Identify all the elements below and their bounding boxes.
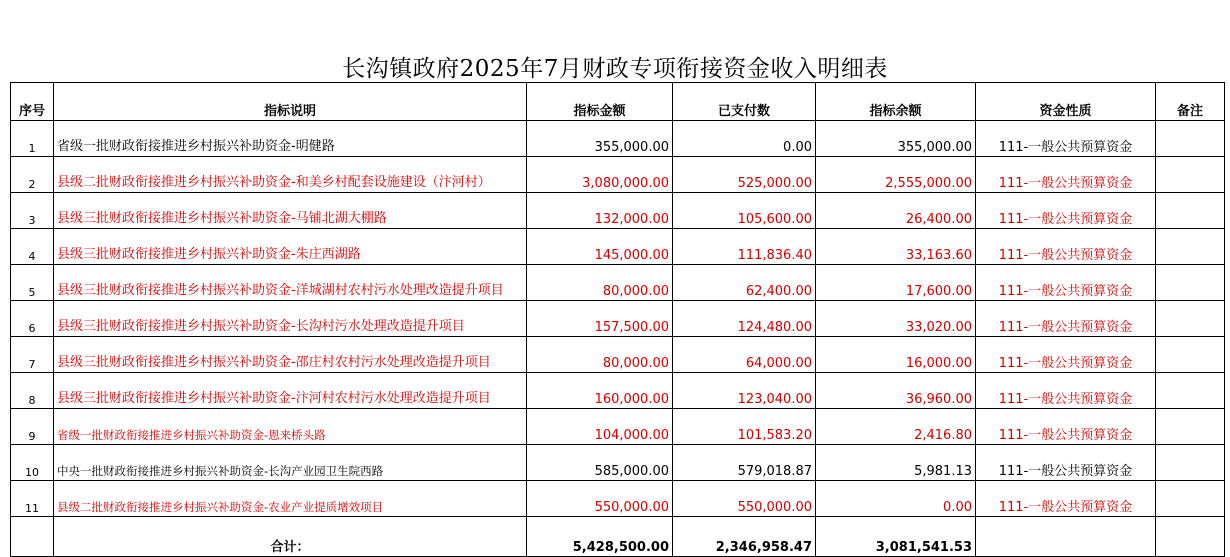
table-row — [11, 409, 1225, 445]
cell-balance: 2,555,000.00 — [816, 157, 976, 193]
header-balance: 指标余额 — [816, 83, 976, 121]
cell-paid: 124,480.00 — [673, 301, 816, 337]
cell-desc: 县级二批财政衔接推进乡村振兴补助资金-和美乡村配套设施建设（汴河村） — [54, 157, 527, 193]
cell-balance: 36,960.00 — [816, 373, 976, 409]
cell-seq: 6 — [11, 301, 54, 337]
total-row — [11, 517, 1225, 557]
cell-remark — [1156, 373, 1225, 409]
cell-nature: 111-一般公共预算资金 — [976, 337, 1156, 373]
cell-desc: 省级一批财政衔接推进乡村振兴补助资金-恩来桥头路 — [54, 409, 527, 445]
cell-remark — [1156, 121, 1225, 157]
cell-remark — [1156, 265, 1225, 301]
cell-paid: 101,583.20 — [673, 409, 816, 445]
cell-amount: 80,000.00 — [527, 265, 673, 301]
cell-desc: 县级二批财政衔接推进乡村振兴补助资金-农业产业提质增效项目 — [54, 481, 527, 517]
cell-nature: 111-一般公共预算资金 — [976, 301, 1156, 337]
cell-balance: 2,416.80 — [816, 409, 976, 445]
cell-desc: 县级三批财政衔接推进乡村振兴补助资金-汴河村农村污水处理改造提升项目 — [54, 373, 527, 409]
cell-remark — [1156, 481, 1225, 517]
cell-balance: 5,981.13 — [816, 445, 976, 481]
cell-balance: 0.00 — [816, 481, 976, 517]
total-amount: 5,428,500.00 — [527, 517, 673, 557]
cell-remark — [1156, 193, 1225, 229]
cell-paid: 62,400.00 — [673, 265, 816, 301]
cell-balance: 33,163.60 — [816, 229, 976, 265]
cell-nature — [976, 517, 1156, 557]
cell-seq: 10 — [11, 445, 54, 481]
cell-desc: 县级三批财政衔接推进乡村振兴补助资金-朱庄西湖路 — [54, 229, 527, 265]
cell-nature: 111-一般公共预算资金 — [976, 373, 1156, 409]
header-row — [11, 83, 1225, 121]
cell-amount: 550,000.00 — [527, 481, 673, 517]
cell-seq: 8 — [11, 373, 54, 409]
cell-seq: 9 — [11, 409, 54, 445]
header-seq: 序号 — [11, 83, 54, 121]
cell-desc: 县级三批财政衔接推进乡村振兴补助资金-马铺北湖大棚路 — [54, 193, 527, 229]
cell-remark — [1156, 337, 1225, 373]
cell-paid: 550,000.00 — [673, 481, 816, 517]
cell-paid: 123,040.00 — [673, 373, 816, 409]
cell-seq: 1 — [11, 121, 54, 157]
cell-amount: 80,000.00 — [527, 337, 673, 373]
table-row — [11, 157, 1225, 193]
cell-seq: 11 — [11, 481, 54, 517]
cell-nature: 111-一般公共预算资金 — [976, 409, 1156, 445]
income-detail-table — [10, 82, 1225, 557]
cell-paid: 105,600.00 — [673, 193, 816, 229]
cell-remark — [1156, 301, 1225, 337]
cell-seq: 2 — [11, 157, 54, 193]
header-amount: 指标金额 — [527, 83, 673, 121]
cell-desc: 县级三批财政衔接推进乡村振兴补助资金-洋城湖村农村污水处理改造提升项目 — [54, 265, 527, 301]
cell-balance: 355,000.00 — [816, 121, 976, 157]
cell-nature: 111-一般公共预算资金 — [976, 193, 1156, 229]
cell-desc: 县级三批财政衔接推进乡村振兴补助资金-长沟村污水处理改造提升项目 — [54, 301, 527, 337]
header-desc: 指标说明 — [54, 83, 527, 121]
page-title: 长沟镇政府2025年7月财政专项衔接资金收入明细表 — [342, 56, 888, 82]
header-paid: 已支付数 — [673, 83, 816, 121]
cell-remark — [1156, 157, 1225, 193]
table-row — [11, 445, 1225, 481]
table-row — [11, 301, 1225, 337]
cell-remark — [1156, 409, 1225, 445]
cell-balance: 16,000.00 — [816, 337, 976, 373]
cell-remark — [1156, 445, 1225, 481]
total-paid: 2,346,958.47 — [673, 517, 816, 557]
cell-amount: 355,000.00 — [527, 121, 673, 157]
cell-desc: 省级一批财政衔接推进乡村振兴补助资金-明健路 — [54, 121, 527, 157]
cell-balance: 17,600.00 — [816, 265, 976, 301]
cell-amount: 585,000.00 — [527, 445, 673, 481]
table-row — [11, 481, 1225, 517]
cell-nature: 111-一般公共预算资金 — [976, 481, 1156, 517]
cell-seq: 4 — [11, 229, 54, 265]
table-row — [11, 229, 1225, 265]
cell-remark — [1156, 229, 1225, 265]
header-nature: 资金性质 — [976, 83, 1156, 121]
cell-nature: 111-一般公共预算资金 — [976, 445, 1156, 481]
cell-seq: 5 — [11, 265, 54, 301]
cell-nature: 111-一般公共预算资金 — [976, 229, 1156, 265]
cell-nature: 111-一般公共预算资金 — [976, 265, 1156, 301]
cell-paid: 525,000.00 — [673, 157, 816, 193]
table-row — [11, 373, 1225, 409]
cell-desc: 县级三批财政衔接推进乡村振兴补助资金-邵庄村农村污水处理改造提升项目 — [54, 337, 527, 373]
cell-amount: 3,080,000.00 — [527, 157, 673, 193]
cell-amount: 132,000.00 — [527, 193, 673, 229]
cell-remark — [1156, 517, 1225, 557]
cell-balance: 26,400.00 — [816, 193, 976, 229]
table-row — [11, 265, 1225, 301]
table-row — [11, 337, 1225, 373]
cell-paid: 0.00 — [673, 121, 816, 157]
cell-nature: 111-一般公共预算资金 — [976, 121, 1156, 157]
cell-seq — [11, 517, 54, 557]
cell-balance: 33,020.00 — [816, 301, 976, 337]
cell-seq: 7 — [11, 337, 54, 373]
total-label: 合计： — [54, 517, 527, 557]
total-balance: 3,081,541.53 — [816, 517, 976, 557]
table-row — [11, 121, 1225, 157]
cell-desc: 中央一批财政衔接推进乡村振兴补助资金-长沟产业园卫生院西路 — [54, 445, 527, 481]
cell-amount: 160,000.00 — [527, 373, 673, 409]
cell-paid: 579,018.87 — [673, 445, 816, 481]
cell-amount: 145,000.00 — [527, 229, 673, 265]
cell-amount: 104,000.00 — [527, 409, 673, 445]
cell-seq: 3 — [11, 193, 54, 229]
header-remark: 备注 — [1156, 83, 1225, 121]
table-row — [11, 193, 1225, 229]
cell-nature: 111-一般公共预算资金 — [976, 157, 1156, 193]
cell-amount: 157,500.00 — [527, 301, 673, 337]
cell-paid: 64,000.00 — [673, 337, 816, 373]
cell-paid: 111,836.40 — [673, 229, 816, 265]
